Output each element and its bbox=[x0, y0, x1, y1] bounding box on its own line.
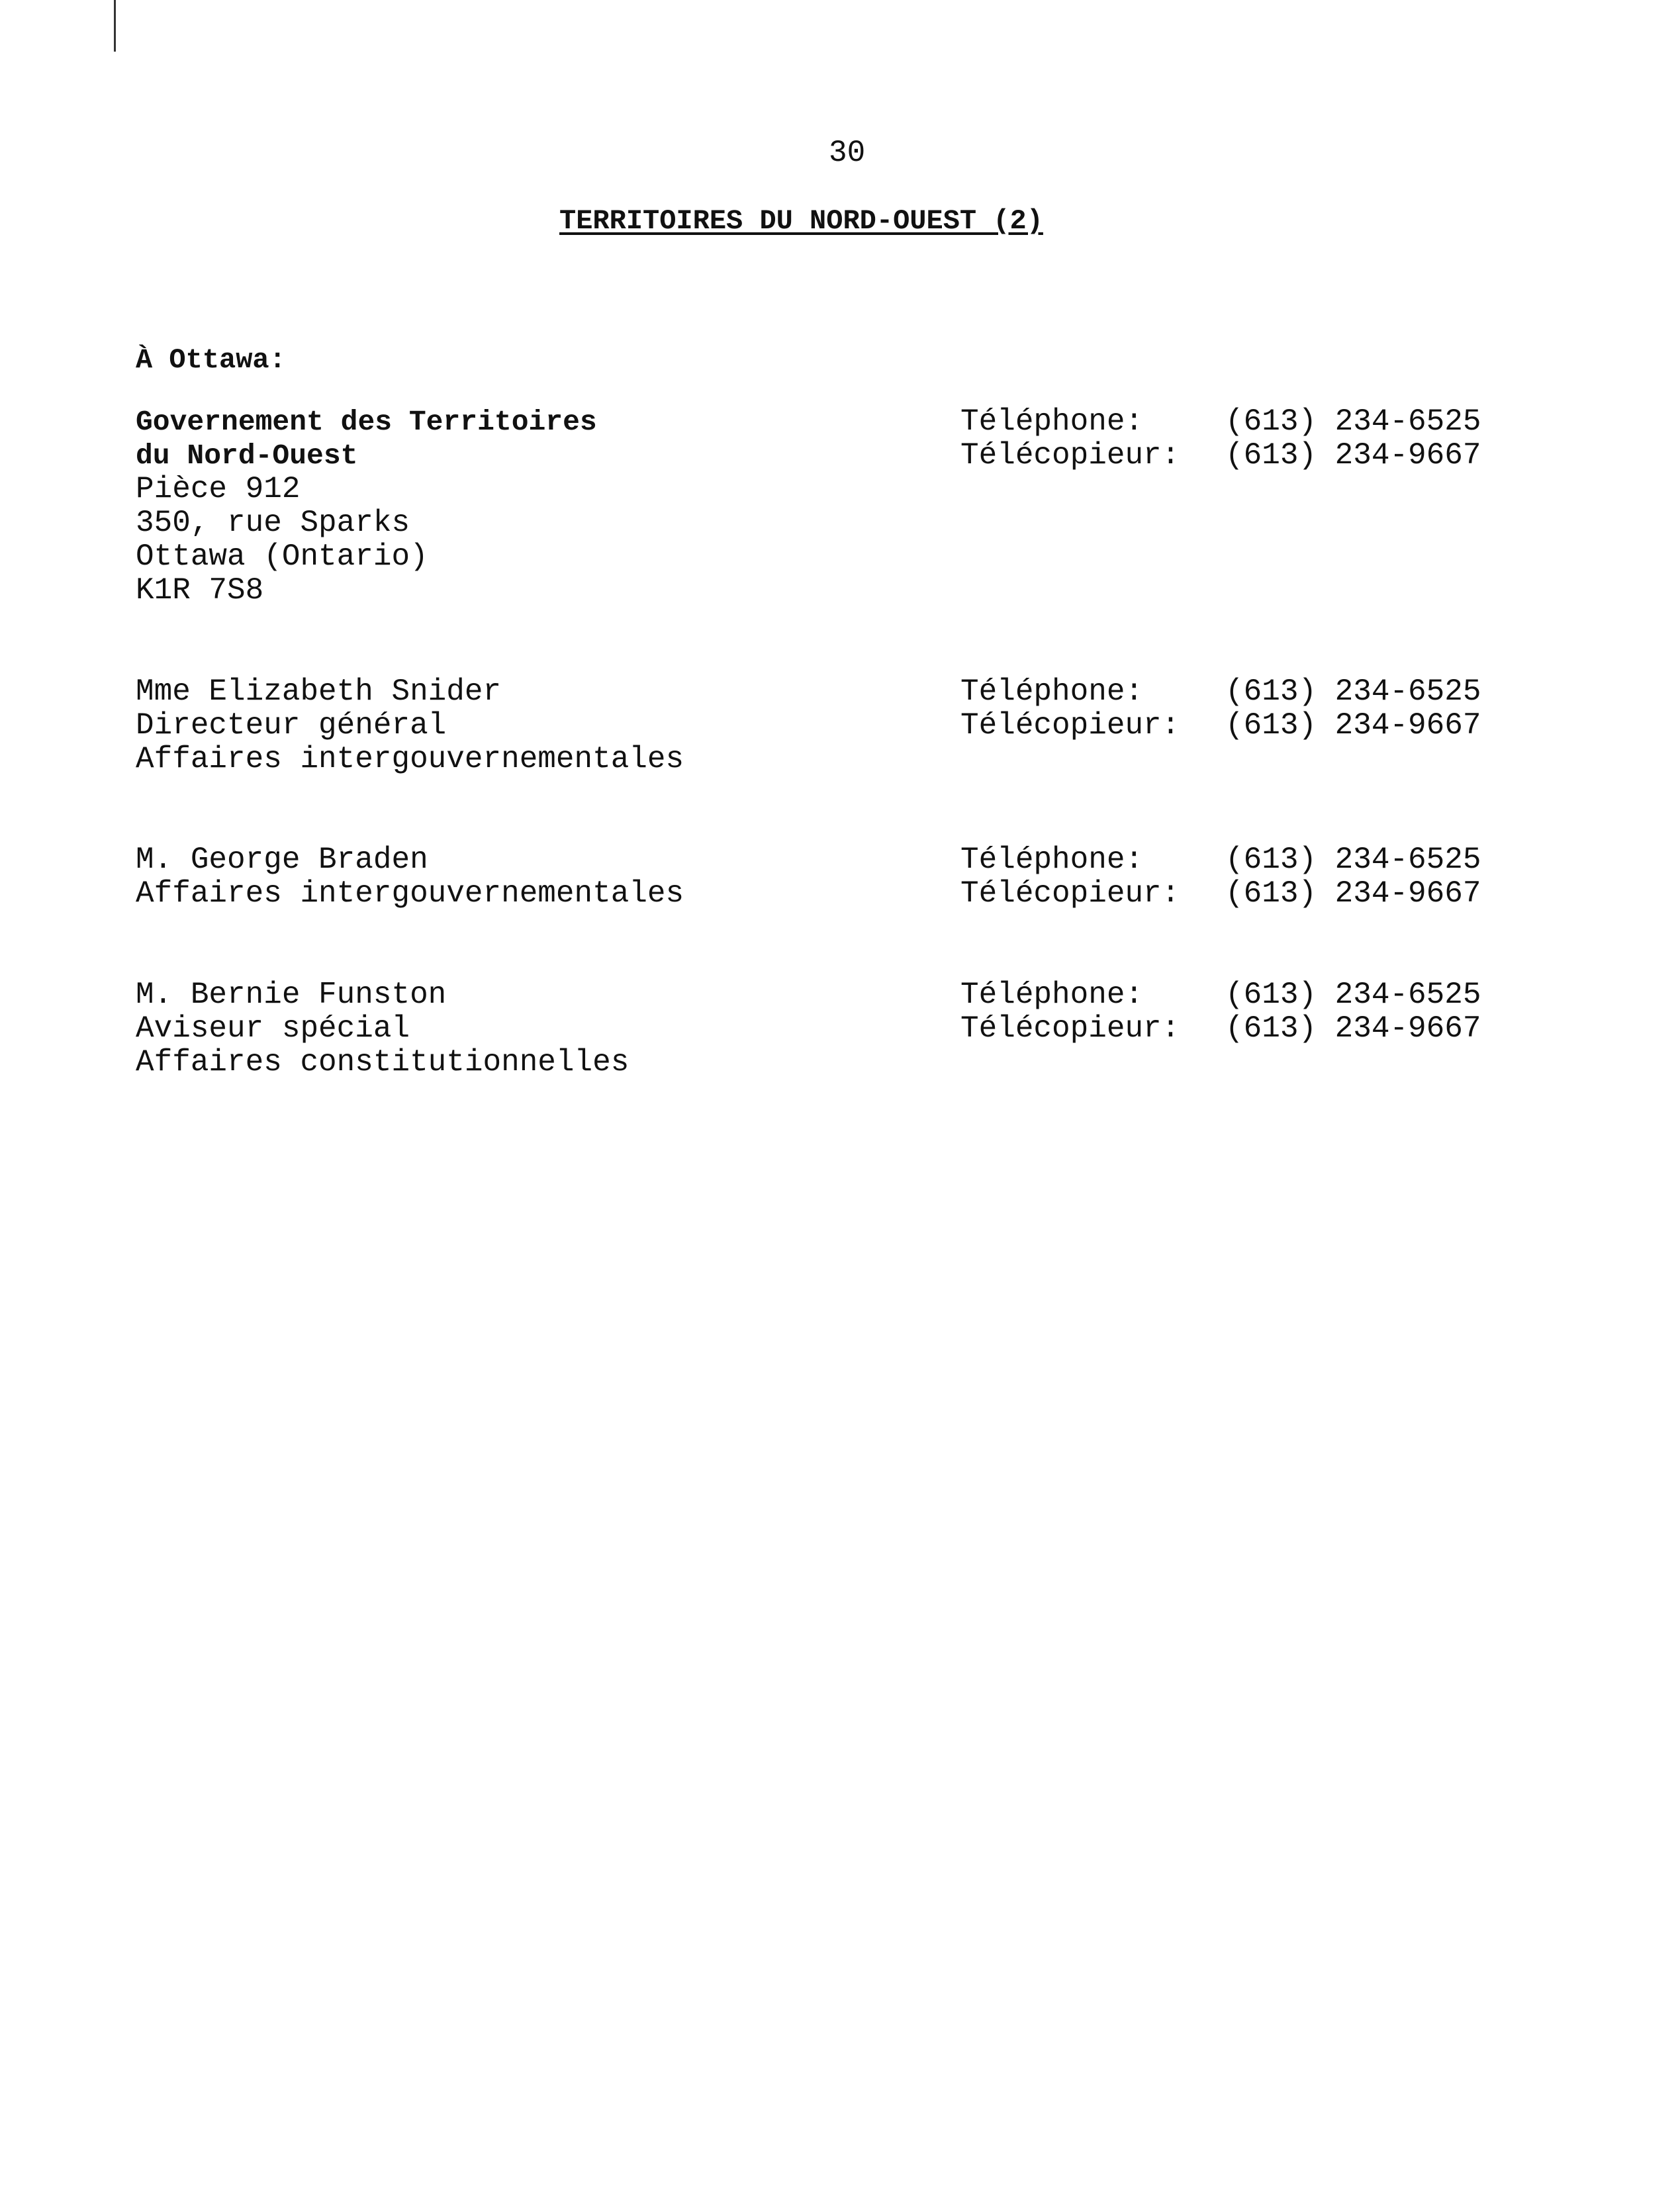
person-name: Mme Elizabeth Snider bbox=[136, 674, 502, 709]
address-room: Pièce 912 bbox=[136, 472, 301, 506]
organization-name-line-2: du Nord-Ouest bbox=[136, 439, 358, 472]
contact-numbers bbox=[960, 843, 1481, 911]
organization-name-line-1: Governement des Territoires bbox=[136, 406, 597, 438]
section-heading: À Ottawa: bbox=[136, 344, 286, 376]
address-city: Ottawa (Ontario) bbox=[136, 539, 428, 574]
phone-row bbox=[960, 675, 1481, 709]
contact-numbers bbox=[960, 675, 1481, 743]
person-title: Aviseur spécial bbox=[136, 1011, 410, 1046]
person-block bbox=[136, 843, 684, 911]
fax-label: Télécopieur: bbox=[960, 876, 1180, 911]
address-postal-code: K1R 7S8 bbox=[136, 573, 264, 608]
scan-margin-mark bbox=[114, 0, 116, 52]
person-department: Affaires constitutionnelles bbox=[136, 1045, 630, 1080]
fax-number: (613) 234-9667 bbox=[1225, 708, 1481, 743]
contact-numbers bbox=[960, 405, 1481, 473]
address-block bbox=[136, 405, 597, 608]
page-number: 30 bbox=[829, 136, 866, 170]
fax-row bbox=[960, 439, 1481, 473]
person-title: Directeur général bbox=[136, 708, 447, 743]
fax-number: (613) 234-9667 bbox=[1225, 876, 1481, 911]
contact-numbers bbox=[960, 978, 1481, 1046]
phone-number: (613) 234-6525 bbox=[1225, 674, 1481, 709]
phone-number: (613) 234-6525 bbox=[1225, 404, 1481, 439]
phone-row bbox=[960, 405, 1481, 439]
phone-label: Téléphone: bbox=[960, 674, 1144, 709]
phone-label: Téléphone: bbox=[960, 843, 1144, 877]
phone-number: (613) 234-6525 bbox=[1225, 978, 1481, 1012]
person-block bbox=[136, 978, 629, 1080]
address-street: 350, rue Sparks bbox=[136, 506, 410, 540]
fax-label: Télécopieur: bbox=[960, 438, 1180, 473]
fax-label: Télécopieur: bbox=[960, 1011, 1180, 1046]
phone-number: (613) 234-6525 bbox=[1225, 843, 1481, 877]
person-name: M. George Braden bbox=[136, 843, 428, 877]
fax-label: Télécopieur: bbox=[960, 708, 1180, 743]
phone-label: Téléphone: bbox=[960, 404, 1144, 439]
person-department: Affaires intergouvernementales bbox=[136, 876, 684, 911]
fax-row bbox=[960, 877, 1481, 911]
phone-row bbox=[960, 843, 1481, 877]
phone-row bbox=[960, 978, 1481, 1012]
person-department: Affaires intergouvernementales bbox=[136, 742, 684, 776]
fax-row bbox=[960, 1012, 1481, 1046]
person-block bbox=[136, 675, 684, 776]
phone-label: Téléphone: bbox=[960, 978, 1144, 1012]
fax-number: (613) 234-9667 bbox=[1225, 438, 1481, 473]
person-name: M. Bernie Funston bbox=[136, 978, 447, 1012]
fax-number: (613) 234-9667 bbox=[1225, 1011, 1481, 1046]
page-title: TERRITOIRES DU NORD-OUEST (2) bbox=[559, 205, 1043, 237]
fax-row bbox=[960, 709, 1481, 743]
